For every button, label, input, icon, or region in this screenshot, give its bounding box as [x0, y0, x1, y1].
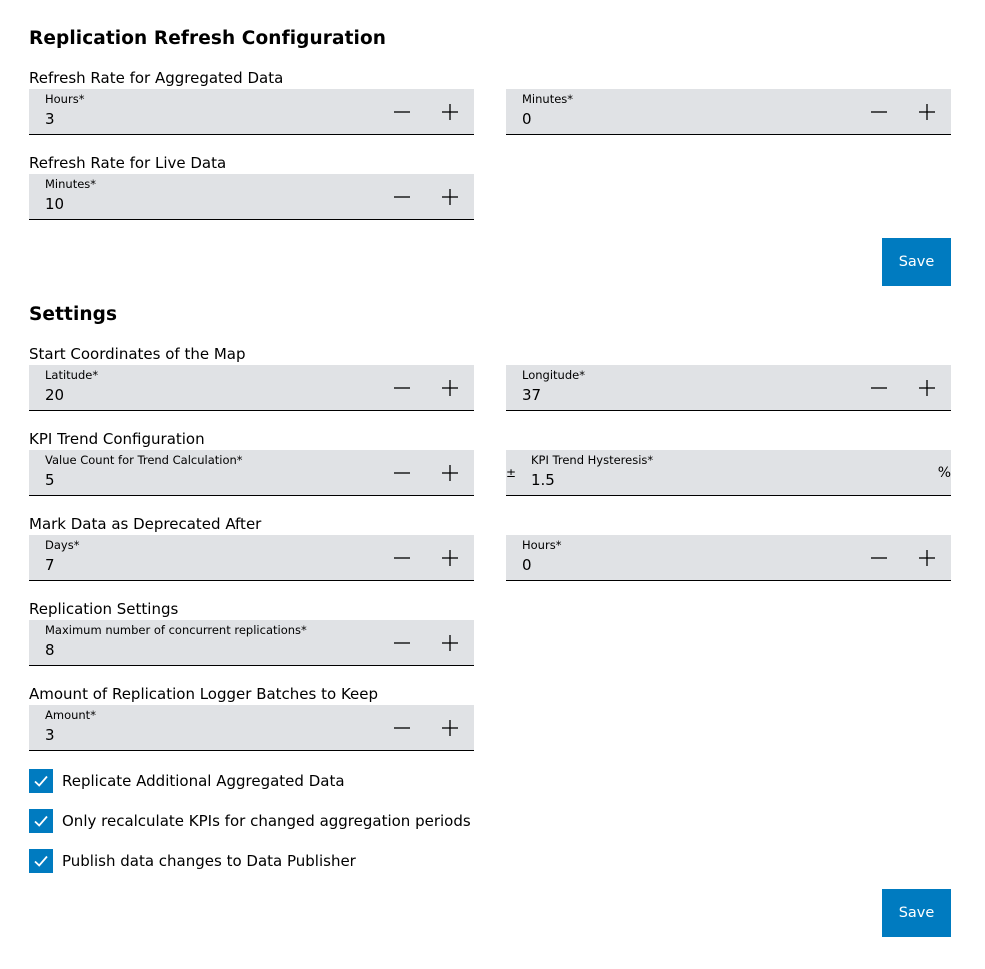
increment-button[interactable] [435, 373, 465, 403]
replication-section-title: Replication Refresh Configuration [29, 28, 387, 49]
deprecated-hours-field[interactable] [506, 535, 951, 581]
checkbox-box[interactable] [29, 849, 53, 873]
field-label: Maximum number of concurrent replications* [45, 623, 307, 637]
longitude-field[interactable] [506, 365, 951, 411]
latitude-field[interactable] [29, 365, 474, 411]
plus-icon [918, 103, 936, 121]
minus-icon [393, 103, 411, 121]
kpi-hysteresis-field[interactable] [506, 450, 951, 496]
plus-icon [441, 188, 459, 206]
checkbox-label: Replicate Additional Aggregated Data [62, 772, 345, 790]
field-label: Latitude* [45, 368, 99, 382]
increment-button[interactable] [435, 628, 465, 658]
minus-icon [393, 719, 411, 737]
field-label: Minutes* [522, 92, 574, 106]
plus-icon [441, 464, 459, 482]
minus-icon [393, 188, 411, 206]
live-refresh-label: Refresh Rate for Live Data [29, 154, 227, 172]
max-concurrent-field[interactable] [29, 620, 474, 666]
decrement-button[interactable] [387, 458, 417, 488]
increment-button[interactable] [912, 97, 942, 127]
minus-icon [393, 379, 411, 397]
live-minutes-field[interactable] [29, 174, 474, 220]
aggregated-minutes-field[interactable] [506, 89, 951, 135]
minus-icon [870, 379, 888, 397]
increment-button[interactable] [912, 373, 942, 403]
plus-icon [441, 634, 459, 652]
decrement-button[interactable] [387, 373, 417, 403]
field-label: Hours* [522, 538, 562, 552]
decrement-button[interactable] [387, 543, 417, 573]
minus-icon [870, 103, 888, 121]
decrement-button[interactable] [387, 182, 417, 212]
checkbox-publish-changes[interactable] [29, 849, 356, 873]
field-label: Days* [45, 538, 80, 552]
checkbox-box[interactable] [29, 809, 53, 833]
field-value[interactable]: 3 [45, 726, 55, 744]
deprecated-after-label: Mark Data as Deprecated After [29, 515, 262, 533]
minus-icon [393, 634, 411, 652]
deprecated-days-field[interactable] [29, 535, 474, 581]
logger-amount-field[interactable] [29, 705, 474, 751]
settings-save-button[interactable]: Save [882, 889, 951, 937]
percent-suffix: % [937, 465, 951, 481]
kpi-trend-label: KPI Trend Configuration [29, 430, 205, 448]
minus-icon [870, 549, 888, 567]
increment-button[interactable] [435, 458, 465, 488]
increment-button[interactable] [435, 182, 465, 212]
field-label: Hours* [45, 92, 85, 106]
increment-button[interactable] [435, 713, 465, 743]
field-label: Amount* [45, 708, 96, 722]
field-label: KPI Trend Hysteresis* [531, 453, 654, 467]
field-value[interactable]: 20 [45, 386, 65, 404]
field-value[interactable]: 1.5 [531, 471, 555, 489]
increment-button[interactable] [435, 97, 465, 127]
plus-icon [441, 379, 459, 397]
decrement-button[interactable] [864, 97, 894, 127]
logger-batches-label: Amount of Replication Logger Batches to Keep [29, 685, 379, 703]
minus-icon [393, 464, 411, 482]
decrement-button[interactable] [387, 713, 417, 743]
plus-icon [441, 103, 459, 121]
decrement-button[interactable] [864, 543, 894, 573]
field-value[interactable]: 0 [522, 556, 532, 574]
replication-settings-label: Replication Settings [29, 600, 179, 618]
checkmark-icon [32, 812, 50, 830]
increment-button[interactable] [912, 543, 942, 573]
field-value[interactable]: 5 [45, 471, 55, 489]
field-value[interactable]: 8 [45, 641, 55, 659]
map-coordinates-label: Start Coordinates of the Map [29, 345, 246, 363]
checkbox-label: Publish data changes to Data Publisher [62, 852, 356, 870]
checkmark-icon [32, 772, 50, 790]
checkbox-recalculate-kpis[interactable] [29, 809, 471, 833]
plus-icon [441, 549, 459, 567]
plus-icon [441, 719, 459, 737]
checkbox-label: Only recalculate KPIs for changed aggregation periods [62, 812, 471, 830]
plus-icon [918, 379, 936, 397]
increment-button[interactable] [435, 543, 465, 573]
field-label: Longitude* [522, 368, 585, 382]
decrement-button[interactable] [387, 628, 417, 658]
aggregated-refresh-label: Refresh Rate for Aggregated Data [29, 69, 284, 87]
settings-section-title: Settings [29, 304, 118, 325]
value-count-field[interactable] [29, 450, 474, 496]
field-value[interactable]: 3 [45, 110, 55, 128]
plus-icon [918, 549, 936, 567]
decrement-button[interactable] [864, 373, 894, 403]
field-value[interactable]: 0 [522, 110, 532, 128]
decrement-button[interactable] [387, 97, 417, 127]
aggregated-hours-field[interactable] [29, 89, 474, 135]
checkmark-icon [32, 852, 50, 870]
plus-minus-prefix: ± [506, 466, 517, 480]
field-value[interactable]: 7 [45, 556, 55, 574]
checkbox-replicate-aggregated[interactable] [29, 769, 345, 793]
replication-save-button[interactable]: Save [882, 238, 951, 286]
field-label: Value Count for Trend Calculation* [45, 453, 243, 467]
checkbox-box[interactable] [29, 769, 53, 793]
minus-icon [393, 549, 411, 567]
field-value[interactable]: 10 [45, 195, 65, 213]
field-value[interactable]: 37 [522, 386, 542, 404]
field-label: Minutes* [45, 177, 97, 191]
